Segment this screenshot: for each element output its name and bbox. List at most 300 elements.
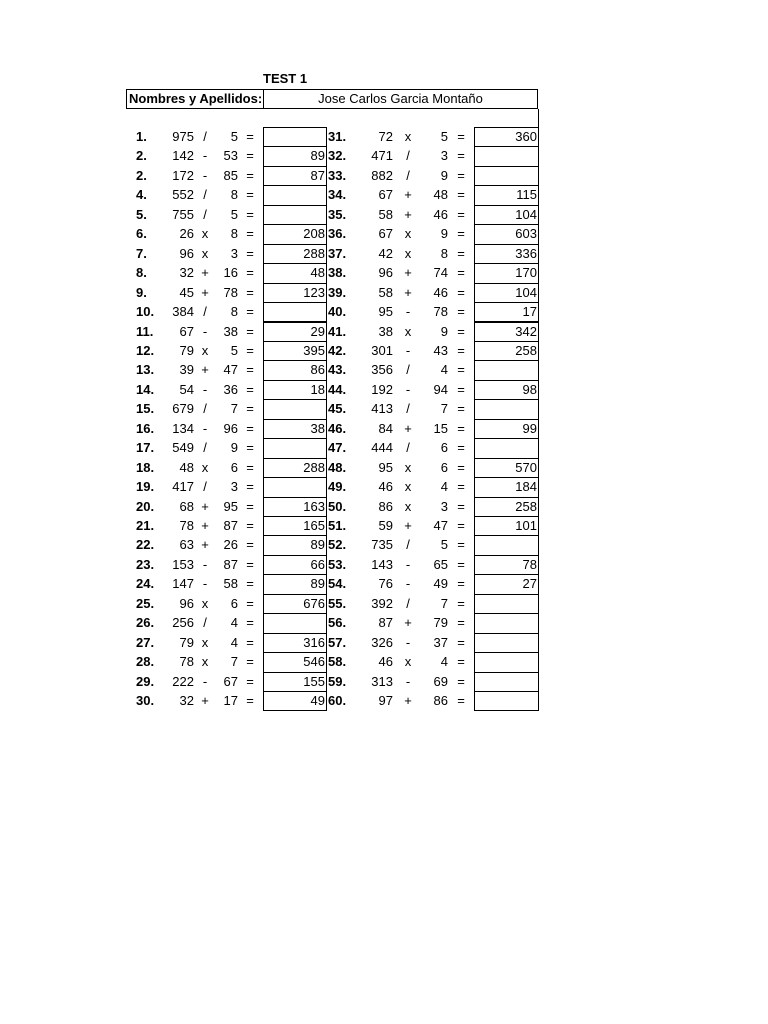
blank-row-border [538,109,539,127]
answer-cell[interactable]: 89 [263,574,327,594]
test-title: TEST 1 [263,71,308,86]
operand-b: 15 [433,420,448,436]
operator: / [406,148,410,164]
problem-number: 35. [328,206,347,222]
equals-sign: = [246,420,254,436]
operand-b: 87 [223,518,238,533]
answer-cell[interactable]: 99 [474,419,539,439]
equals-sign: = [246,595,254,611]
answer-cell[interactable] [474,146,539,166]
problem-row [0,535,768,554]
answer-cell[interactable]: 342 [474,322,539,342]
problem-number: 54. [328,576,347,592]
operator: / [203,401,207,417]
problem-number: 2. [136,148,147,164]
answer-cell[interactable] [474,360,539,380]
answer-cell[interactable] [474,535,539,555]
problem-row [0,302,768,321]
problem-number: 55. [328,595,347,611]
operand-a: 153 [172,556,194,572]
operator: x [201,634,209,650]
operator: / [406,440,410,456]
operator: / [203,129,207,144]
answer-cell[interactable]: 208 [263,224,327,244]
operand-b: 9 [440,323,448,339]
operand-b: 9 [440,167,448,183]
equals-sign: = [457,537,465,553]
answer-cell[interactable]: 87 [263,166,327,186]
equals-sign: = [457,362,465,378]
answer-cell[interactable]: 360 [474,127,539,147]
operator: / [406,595,410,611]
operand-a: 59 [378,518,393,533]
answer-cell[interactable]: 104 [474,205,539,225]
equals-sign: = [246,187,254,203]
operand-b: 9 [440,226,448,242]
operand-a: 679 [172,401,194,417]
answer-cell[interactable]: 570 [474,458,539,478]
operand-b: 78 [433,304,448,320]
answer-cell[interactable] [474,399,539,419]
problem-number: 4. [136,187,147,203]
operator: + [404,206,412,222]
problem-number: 1. [136,129,147,144]
problem-row [0,594,768,613]
problem-number: 18. [136,459,155,475]
operand-a: 38 [378,323,393,339]
operand-b: 8 [230,187,238,203]
operand-a: 97 [378,693,393,709]
problem-number: 46. [328,420,347,436]
operand-a: 72 [378,129,393,144]
answer-cell[interactable]: 86 [263,360,327,380]
answer-cell[interactable]: 165 [263,516,327,536]
answer-cell[interactable]: 603 [474,224,539,244]
answer-cell[interactable]: 78 [474,555,539,575]
equals-sign: = [246,440,254,456]
operand-b: 85 [223,167,238,183]
operand-a: 326 [371,634,393,650]
operand-b: 16 [223,265,238,281]
operand-a: 549 [172,440,194,456]
equals-sign: = [246,167,254,183]
operand-a: 46 [378,479,393,495]
name-label: Nombres y Apellidos: [129,91,263,106]
operand-a: 84 [378,420,393,436]
operand-b: 87 [223,556,238,572]
equals-sign: = [246,693,254,709]
answer-cell[interactable] [474,594,539,614]
equals-sign: = [246,556,254,572]
problem-row [0,613,768,632]
operator: + [404,187,412,203]
operand-a: 417 [172,479,194,495]
operand-b: 5 [440,129,448,144]
equals-sign: = [246,673,254,689]
operand-b: 69 [433,673,448,689]
operand-a: 143 [371,556,393,572]
operator: / [203,479,207,495]
operator: + [201,537,209,553]
operator: x [404,498,412,514]
equals-sign: = [246,537,254,553]
answer-cell[interactable]: 49 [263,691,327,711]
equals-sign: = [246,381,254,397]
problem-row [0,205,768,224]
equals-sign: = [457,206,465,222]
operand-a: 384 [172,304,194,320]
equals-sign: = [457,556,465,572]
equals-sign: = [246,148,254,164]
operand-a: 86 [378,498,393,514]
operator: x [404,479,412,495]
answer-cell[interactable]: 89 [263,146,327,166]
operand-b: 3 [440,498,448,514]
answer-cell[interactable]: 115 [474,185,539,205]
operator: + [404,265,412,281]
operator: x [201,226,209,242]
answer-cell[interactable] [474,438,539,458]
operand-a: 26 [179,226,194,242]
operator: + [404,284,412,300]
equals-sign: = [246,634,254,650]
operand-a: 67 [179,323,194,339]
answer-cell[interactable]: 170 [474,263,539,283]
problem-number: 59. [328,673,347,689]
problem-number: 21. [136,518,155,533]
operator: x [201,654,209,670]
operand-a: 96 [378,265,393,281]
problem-number: 27. [136,634,155,650]
operand-a: 78 [179,654,194,670]
operator: x [404,323,412,339]
operand-a: 142 [172,148,194,164]
answer-cell[interactable]: 258 [474,341,539,361]
problem-number: 2. [136,167,147,183]
equals-sign: = [246,129,254,144]
answer-cell[interactable]: 29 [263,322,327,342]
operand-a: 882 [371,167,393,183]
operator: x [404,245,412,261]
problem-number: 51. [328,518,347,533]
operand-a: 32 [179,693,194,709]
operand-b: 96 [223,420,238,436]
equals-sign: = [246,226,254,242]
operand-a: 471 [371,148,393,164]
equals-sign: = [457,129,465,144]
operand-b: 4 [440,654,448,670]
operand-a: 147 [172,576,194,592]
equals-sign: = [246,362,254,378]
equals-sign: = [246,615,254,631]
operand-a: 975 [172,129,194,144]
operand-a: 58 [378,206,393,222]
problem-row [0,244,768,263]
answer-cell[interactable]: 155 [263,672,327,692]
operand-a: 78 [179,518,194,533]
operator: / [406,362,410,378]
operand-b: 5 [230,206,238,222]
problem-row [0,574,768,593]
operand-b: 8 [230,304,238,320]
operator: + [404,518,412,533]
problem-number: 50. [328,498,347,514]
equals-sign: = [457,498,465,514]
problem-row [0,438,768,457]
answer-cell[interactable] [474,613,539,633]
operand-b: 43 [433,342,448,358]
operator: / [203,187,207,203]
operand-b: 7 [440,401,448,417]
operand-b: 4 [230,634,238,650]
operand-b: 36 [223,381,238,397]
problem-number: 45. [328,401,347,417]
operator: x [201,595,209,611]
operand-a: 96 [179,245,194,261]
problem-row [0,497,768,516]
equals-sign: = [457,167,465,183]
operand-b: 6 [440,440,448,456]
operator: - [405,634,411,650]
operand-b: 78 [223,284,238,300]
operand-b: 4 [440,479,448,495]
equals-sign: = [457,284,465,300]
equals-sign: = [457,693,465,709]
answer-cell[interactable]: 89 [263,535,327,555]
answer-cell[interactable]: 336 [474,244,539,264]
operand-a: 79 [179,634,194,650]
answer-cell[interactable] [474,652,539,672]
answer-cell[interactable]: 288 [263,458,327,478]
operand-a: 413 [371,401,393,417]
problem-row [0,458,768,477]
operator: - [202,576,208,592]
operand-b: 26 [223,537,238,553]
answer-cell[interactable]: 18 [263,380,327,400]
operand-a: 172 [172,167,194,183]
operand-b: 3 [230,245,238,261]
operand-a: 39 [179,362,194,378]
operand-b: 7 [440,595,448,611]
equals-sign: = [457,148,465,164]
problem-number: 52. [328,537,347,553]
operator: + [404,615,412,631]
problem-number: 34. [328,187,347,203]
problem-number: 58. [328,654,347,670]
answer-cell[interactable]: 258 [474,497,539,517]
answer-cell[interactable]: 288 [263,244,327,264]
equals-sign: = [246,479,254,495]
problem-row [0,633,768,652]
operand-a: 48 [179,459,194,475]
operator: - [405,556,411,572]
answer-cell[interactable]: 17 [474,302,539,322]
answer-cell[interactable] [474,633,539,653]
operator: x [404,459,412,475]
problem-number: 37. [328,245,347,261]
operator: - [405,673,411,689]
operand-b: 46 [433,284,448,300]
problem-number: 36. [328,226,347,242]
operand-b: 95 [223,498,238,514]
problem-number: 9. [136,284,147,300]
problem-number: 53. [328,556,347,572]
equals-sign: = [246,323,254,339]
problem-number: 25. [136,595,155,611]
problem-number: 39. [328,284,347,300]
operand-b: 46 [433,206,448,222]
operand-b: 79 [433,615,448,631]
problem-number: 32. [328,148,347,164]
operand-a: 42 [378,245,393,261]
equals-sign: = [246,401,254,417]
operator: x [201,342,209,358]
equals-sign: = [246,245,254,261]
operand-a: 76 [378,576,393,592]
equals-sign: = [246,518,254,533]
operator: x [201,245,209,261]
operator: + [201,284,209,300]
problem-number: 24. [136,576,155,592]
operand-b: 67 [223,673,238,689]
problem-row [0,146,768,165]
answer-cell[interactable]: 184 [474,477,539,497]
operator: x [404,654,412,670]
equals-sign: = [457,245,465,261]
answer-cell[interactable]: 104 [474,283,539,303]
operand-b: 3 [230,479,238,495]
answer-cell[interactable]: 27 [474,574,539,594]
operand-a: 87 [378,615,393,631]
operand-a: 256 [172,615,194,631]
answer-cell[interactable]: 38 [263,419,327,439]
operand-b: 37 [433,634,448,650]
equals-sign: = [457,440,465,456]
operand-b: 48 [433,187,448,203]
operator: x [201,459,209,475]
problem-number: 8. [136,265,147,281]
operand-b: 49 [433,576,448,592]
operand-a: 95 [378,459,393,475]
equals-sign: = [246,342,254,358]
equals-sign: = [246,284,254,300]
problem-number: 38. [328,265,347,281]
answer-cell[interactable] [474,672,539,692]
equals-sign: = [457,420,465,436]
operand-b: 47 [223,362,238,378]
equals-sign: = [457,226,465,242]
problem-row [0,185,768,204]
answer-cell[interactable]: 316 [263,633,327,653]
answer-cell[interactable] [474,166,539,186]
operand-b: 4 [440,362,448,378]
operand-a: 222 [172,673,194,689]
problem-number: 28. [136,654,155,670]
problem-row [0,672,768,691]
equals-sign: = [246,206,254,222]
equals-sign: = [246,265,254,281]
operand-b: 9 [230,440,238,456]
equals-sign: = [457,518,465,533]
problem-number: 43. [328,362,347,378]
operand-a: 755 [172,206,194,222]
problem-row [0,399,768,418]
problem-number: 40. [328,304,347,320]
operator: - [405,304,411,320]
operand-b: 6 [230,459,238,475]
operand-b: 5 [230,129,238,144]
operator: / [203,206,207,222]
problem-number: 57. [328,634,347,650]
problem-number: 17. [136,440,155,456]
problem-number: 6. [136,226,147,242]
operand-a: 301 [371,342,393,358]
problem-row [0,652,768,671]
answer-cell[interactable]: 163 [263,497,327,517]
equals-sign: = [457,479,465,495]
operator: - [202,420,208,436]
operator: + [201,693,209,709]
operand-b: 5 [440,537,448,553]
answer-cell[interactable]: 101 [474,516,539,536]
operand-a: 68 [179,498,194,514]
problem-number: 11. [136,323,154,339]
operand-b: 17 [223,693,238,709]
operand-b: 38 [223,323,238,339]
problem-row [0,419,768,438]
problem-row [0,322,768,341]
problem-number: 49. [328,479,347,495]
answer-cell[interactable] [474,691,539,711]
answer-cell[interactable]: 123 [263,283,327,303]
problem-row [0,380,768,399]
answer-cell[interactable]: 546 [263,652,327,672]
answer-cell[interactable]: 676 [263,594,327,614]
problem-number: 47. [328,440,347,456]
problem-number: 22. [136,537,155,553]
operator: + [404,420,412,436]
operand-a: 45 [179,284,194,300]
problem-number: 56. [328,615,347,631]
problem-row [0,341,768,360]
operator: / [203,304,207,320]
answer-cell[interactable]: 98 [474,380,539,400]
operand-a: 134 [172,420,194,436]
problem-number: 10. [136,304,155,320]
answer-cell[interactable]: 66 [263,555,327,575]
operand-a: 96 [179,595,194,611]
operand-a: 192 [371,381,393,397]
problem-number: 13. [136,362,155,378]
answer-cell[interactable]: 395 [263,341,327,361]
operand-a: 54 [179,381,194,397]
problem-row [0,691,768,710]
problem-number: 29. [136,673,155,689]
operand-b: 86 [433,693,448,709]
operator: - [405,342,411,358]
operator: x [404,226,412,242]
operand-a: 58 [378,284,393,300]
operand-a: 95 [378,304,393,320]
answer-cell[interactable]: 48 [263,263,327,283]
problem-number: 14. [136,381,155,397]
operator: + [404,693,412,709]
name-field[interactable]: Jose Carlos Garcia Montaño [318,91,483,106]
operand-b: 8 [230,226,238,242]
equals-sign: = [457,654,465,670]
operator: / [406,401,410,417]
equals-sign: = [457,342,465,358]
